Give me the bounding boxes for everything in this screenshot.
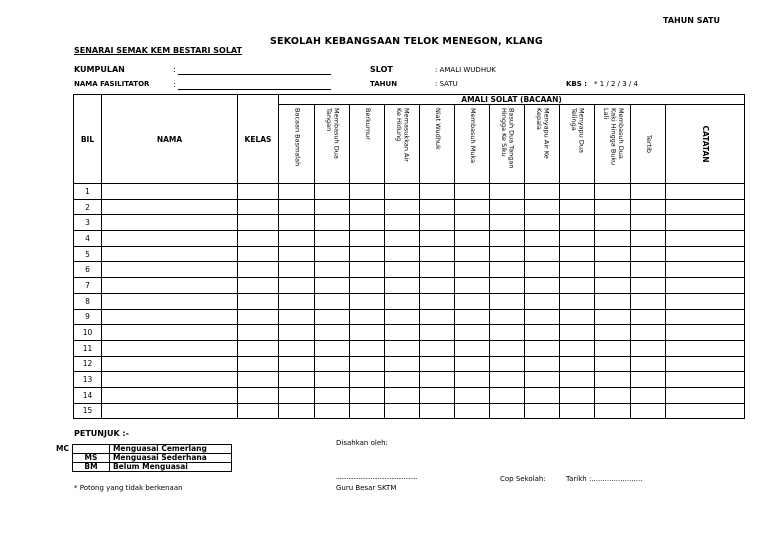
name-cell[interactable] <box>102 372 238 388</box>
check-cell[interactable] <box>455 403 490 419</box>
check-cell[interactable] <box>385 340 420 356</box>
check-cell[interactable] <box>315 325 350 341</box>
step-header-cell <box>315 105 350 184</box>
check-cell[interactable] <box>455 246 490 262</box>
check-cell[interactable] <box>595 372 631 388</box>
check-cell[interactable] <box>350 309 385 325</box>
kelas-cell[interactable] <box>238 231 279 247</box>
step-label: Membasuh Dua Kaki Hingga Buku Lali <box>601 108 625 166</box>
check-cell[interactable] <box>315 184 350 200</box>
name-cell[interactable] <box>102 231 238 247</box>
check-cell[interactable] <box>490 278 525 294</box>
step-header-cell <box>455 105 490 184</box>
check-cell[interactable] <box>315 199 350 215</box>
disahkan-label: Disahkan oleh: <box>336 439 388 447</box>
kelas-cell[interactable] <box>238 403 279 419</box>
row-number: 3 <box>74 215 102 231</box>
table-row <box>74 278 745 294</box>
name-cell[interactable] <box>102 278 238 294</box>
check-cell[interactable] <box>595 262 631 278</box>
check-cell[interactable] <box>350 372 385 388</box>
check-cell[interactable] <box>490 231 525 247</box>
check-cell[interactable] <box>455 293 490 309</box>
check-cell[interactable] <box>595 356 631 372</box>
step-header-cell <box>525 105 560 184</box>
step-header-cell <box>631 105 666 184</box>
step-header-cell <box>279 105 315 184</box>
check-cell[interactable] <box>525 231 560 247</box>
step-header-cell <box>595 105 631 184</box>
check-cell[interactable] <box>595 199 631 215</box>
checklist-table <box>73 94 745 419</box>
check-cell[interactable] <box>420 215 455 231</box>
check-cell[interactable] <box>279 387 315 403</box>
check-cell[interactable] <box>560 262 595 278</box>
legend-desc: Menguasai Cemerlang <box>109 445 231 454</box>
check-cell[interactable] <box>595 309 631 325</box>
table-row <box>74 356 745 372</box>
check-cell[interactable] <box>525 278 560 294</box>
check-cell[interactable] <box>560 356 595 372</box>
check-cell[interactable] <box>315 340 350 356</box>
tahun-label: TAHUN <box>370 80 398 88</box>
check-cell[interactable] <box>315 372 350 388</box>
name-cell[interactable] <box>102 199 238 215</box>
table-row <box>74 293 745 309</box>
row-number: 6 <box>74 262 102 278</box>
check-cell[interactable] <box>490 262 525 278</box>
kelas-cell[interactable] <box>238 184 279 200</box>
form-title: SENARAI SEMAK KEM BESTARI SOLAT <box>74 46 242 55</box>
legend-code: MC <box>56 444 69 453</box>
catatan-cell[interactable] <box>666 356 745 372</box>
check-cell[interactable] <box>490 184 525 200</box>
check-cell[interactable] <box>631 199 666 215</box>
check-cell[interactable] <box>315 309 350 325</box>
cop-sekolah-label: Cop Sekolah: <box>500 475 546 483</box>
check-cell[interactable] <box>631 387 666 403</box>
row-number: 4 <box>74 231 102 247</box>
check-cell[interactable] <box>595 246 631 262</box>
check-cell[interactable] <box>631 403 666 419</box>
table-row <box>74 325 745 341</box>
check-cell[interactable] <box>525 309 560 325</box>
catatan-cell[interactable] <box>666 262 745 278</box>
check-cell[interactable] <box>385 403 420 419</box>
check-cell[interactable] <box>315 356 350 372</box>
step-label: Membasuh Dua Tangan <box>325 108 341 159</box>
legend-code: MS <box>72 454 109 463</box>
table-row <box>74 372 745 388</box>
tarikh-label: Tarikh :....................... <box>566 475 643 483</box>
check-cell[interactable] <box>279 340 315 356</box>
check-cell[interactable] <box>595 387 631 403</box>
note-text: * Potong yang tidak berkenaan <box>74 484 183 492</box>
check-cell[interactable] <box>631 215 666 231</box>
row-number: 13 <box>74 372 102 388</box>
check-cell[interactable] <box>631 372 666 388</box>
check-cell[interactable] <box>279 356 315 372</box>
check-cell[interactable] <box>315 246 350 262</box>
check-cell[interactable] <box>350 199 385 215</box>
check-cell[interactable] <box>560 293 595 309</box>
row-number: 14 <box>74 387 102 403</box>
check-cell[interactable] <box>595 325 631 341</box>
fasilitator-label: NAMA FASILITATOR <box>74 80 150 88</box>
check-cell[interactable] <box>455 199 490 215</box>
check-cell[interactable] <box>279 262 315 278</box>
check-cell[interactable] <box>420 184 455 200</box>
check-cell[interactable] <box>315 403 350 419</box>
check-cell[interactable] <box>385 309 420 325</box>
step-label: Membasuh Muka <box>468 108 477 164</box>
check-cell[interactable] <box>279 184 315 200</box>
kelas-cell[interactable] <box>238 325 279 341</box>
check-cell[interactable] <box>631 340 666 356</box>
check-cell[interactable] <box>490 309 525 325</box>
kumpulan-colon: : <box>173 65 176 74</box>
kbs-value: * 1 / 2 / 3 / 4 <box>594 80 638 88</box>
check-cell[interactable] <box>420 340 455 356</box>
check-cell[interactable] <box>455 231 490 247</box>
check-cell[interactable] <box>560 231 595 247</box>
kelas-cell[interactable] <box>238 372 279 388</box>
check-cell[interactable] <box>455 340 490 356</box>
check-cell[interactable] <box>315 231 350 247</box>
check-cell[interactable] <box>525 215 560 231</box>
check-cell[interactable] <box>525 246 560 262</box>
check-cell[interactable] <box>385 199 420 215</box>
check-cell[interactable] <box>350 387 385 403</box>
check-cell[interactable] <box>490 293 525 309</box>
check-cell[interactable] <box>385 325 420 341</box>
check-cell[interactable] <box>560 215 595 231</box>
step-label: Bacaan Basmalah <box>293 108 302 167</box>
check-cell[interactable] <box>385 246 420 262</box>
school-title: SEKOLAH KEBANGSAAN TELOK MENEGON, KLANG <box>270 36 543 47</box>
catatan-header <box>666 105 745 184</box>
tahun-value: : SATU <box>435 80 458 88</box>
catatan-cell[interactable] <box>666 278 745 294</box>
check-cell[interactable] <box>560 184 595 200</box>
kumpulan-label: KUMPULAN <box>74 65 125 74</box>
step-header-cell <box>350 105 385 184</box>
check-cell[interactable] <box>490 372 525 388</box>
name-cell[interactable] <box>102 309 238 325</box>
check-cell[interactable] <box>455 262 490 278</box>
check-cell[interactable] <box>350 184 385 200</box>
check-cell[interactable] <box>279 215 315 231</box>
check-cell[interactable] <box>350 278 385 294</box>
check-cell[interactable] <box>560 325 595 341</box>
step-label: Menyapu Air Ke Kepala <box>535 108 551 159</box>
check-cell[interactable] <box>385 293 420 309</box>
legend-code: BM <box>72 463 109 472</box>
table-row <box>74 199 745 215</box>
check-cell[interactable] <box>420 231 455 247</box>
check-cell[interactable] <box>279 246 315 262</box>
legend-table <box>53 444 232 472</box>
check-cell[interactable] <box>560 372 595 388</box>
check-cell[interactable] <box>560 340 595 356</box>
name-cell[interactable] <box>102 403 238 419</box>
row-number: 5 <box>74 246 102 262</box>
check-cell[interactable] <box>560 199 595 215</box>
catatan-cell[interactable] <box>666 403 745 419</box>
name-cell[interactable] <box>102 356 238 372</box>
step-label: Berkumur <box>363 108 372 140</box>
check-cell[interactable] <box>385 356 420 372</box>
check-cell[interactable] <box>490 403 525 419</box>
name-cell[interactable] <box>102 340 238 356</box>
catatan-cell[interactable] <box>666 215 745 231</box>
row-number: 1 <box>74 184 102 200</box>
check-cell[interactable] <box>525 403 560 419</box>
check-cell[interactable] <box>455 278 490 294</box>
check-cell[interactable] <box>455 387 490 403</box>
check-cell[interactable] <box>279 403 315 419</box>
catatan-cell[interactable] <box>666 184 745 200</box>
check-cell[interactable] <box>420 387 455 403</box>
check-cell[interactable] <box>525 184 560 200</box>
petunjuk-label: PETUNJUK :- <box>74 429 129 438</box>
col-bil-header: BIL <box>74 95 102 184</box>
name-cell[interactable] <box>102 215 238 231</box>
check-cell[interactable] <box>315 262 350 278</box>
check-cell[interactable] <box>490 246 525 262</box>
check-cell[interactable] <box>279 372 315 388</box>
check-cell[interactable] <box>631 246 666 262</box>
table-row <box>74 246 745 262</box>
check-cell[interactable] <box>595 278 631 294</box>
check-cell[interactable] <box>420 356 455 372</box>
check-cell[interactable] <box>420 199 455 215</box>
catatan-cell[interactable] <box>666 231 745 247</box>
row-number: 10 <box>74 325 102 341</box>
check-cell[interactable] <box>350 246 385 262</box>
check-cell[interactable] <box>490 340 525 356</box>
check-cell[interactable] <box>455 325 490 341</box>
check-cell[interactable] <box>631 356 666 372</box>
catatan-cell[interactable] <box>666 325 745 341</box>
check-cell[interactable] <box>595 184 631 200</box>
step-label: Basuh Dua Tangan Hingga Ke Siku <box>500 108 516 169</box>
row-number: 11 <box>74 340 102 356</box>
step-label: Menyapu Dua Telinga <box>570 108 586 153</box>
table-row <box>74 215 745 231</box>
catatan-cell[interactable] <box>666 340 745 356</box>
check-cell[interactable] <box>350 356 385 372</box>
name-cell[interactable] <box>102 387 238 403</box>
check-cell[interactable] <box>350 403 385 419</box>
check-cell[interactable] <box>631 325 666 341</box>
kelas-cell[interactable] <box>238 262 279 278</box>
check-cell[interactable] <box>525 262 560 278</box>
check-cell[interactable] <box>490 199 525 215</box>
check-cell[interactable] <box>631 278 666 294</box>
check-cell[interactable] <box>315 387 350 403</box>
name-cell[interactable] <box>102 262 238 278</box>
check-cell[interactable] <box>631 262 666 278</box>
catatan-label: CATATAN <box>700 125 710 163</box>
check-cell[interactable] <box>525 340 560 356</box>
check-cell[interactable] <box>455 215 490 231</box>
kelas-cell[interactable] <box>238 293 279 309</box>
signature-dots: ............................................... <box>336 473 418 481</box>
check-cell[interactable] <box>350 215 385 231</box>
year-label: TAHUN SATU <box>663 16 720 25</box>
check-cell[interactable] <box>385 372 420 388</box>
fasilitator-blank-line <box>178 89 331 90</box>
check-cell[interactable] <box>490 215 525 231</box>
check-cell[interactable] <box>631 293 666 309</box>
check-cell[interactable] <box>385 231 420 247</box>
catatan-cell[interactable] <box>666 293 745 309</box>
check-cell[interactable] <box>490 387 525 403</box>
check-cell[interactable] <box>595 293 631 309</box>
check-cell[interactable] <box>350 231 385 247</box>
check-cell[interactable] <box>315 278 350 294</box>
check-cell[interactable] <box>490 325 525 341</box>
check-cell[interactable] <box>420 309 455 325</box>
table-row <box>74 184 745 200</box>
kelas-cell[interactable] <box>238 215 279 231</box>
legend-desc: Belum Menguasai <box>109 463 231 472</box>
check-cell[interactable] <box>279 231 315 247</box>
step-label: Memasukkan Air Ke Hidung <box>395 108 411 162</box>
check-cell[interactable] <box>525 356 560 372</box>
col-kelas-header: KELAS <box>238 95 279 184</box>
check-cell[interactable] <box>455 184 490 200</box>
check-cell[interactable] <box>420 325 455 341</box>
kumpulan-blank-line <box>178 74 331 75</box>
kelas-cell[interactable] <box>238 387 279 403</box>
check-cell[interactable] <box>385 387 420 403</box>
step-header-cell <box>490 105 525 184</box>
kelas-cell[interactable] <box>238 246 279 262</box>
catatan-cell[interactable] <box>666 246 745 262</box>
kelas-cell[interactable] <box>238 278 279 294</box>
check-cell[interactable] <box>350 325 385 341</box>
step-label: Niat Wudhuk <box>433 108 442 150</box>
legend-row <box>53 463 231 472</box>
step-label: Tertib <box>644 134 653 154</box>
check-cell[interactable] <box>560 387 595 403</box>
check-cell[interactable] <box>631 231 666 247</box>
check-cell[interactable] <box>279 278 315 294</box>
step-header-cell <box>385 105 420 184</box>
catatan-cell[interactable] <box>666 372 745 388</box>
check-cell[interactable] <box>631 184 666 200</box>
check-cell[interactable] <box>279 199 315 215</box>
table-row <box>74 403 745 419</box>
table-row <box>74 309 745 325</box>
guru-besar-label: Guru Besar SKTM <box>336 484 397 492</box>
check-cell[interactable] <box>350 262 385 278</box>
check-cell[interactable] <box>560 278 595 294</box>
check-cell[interactable] <box>420 293 455 309</box>
check-cell[interactable] <box>455 372 490 388</box>
check-cell[interactable] <box>455 356 490 372</box>
check-cell[interactable] <box>595 215 631 231</box>
check-cell[interactable] <box>525 199 560 215</box>
check-cell[interactable] <box>420 403 455 419</box>
col-nama-header: NAMA <box>102 95 238 184</box>
check-cell[interactable] <box>350 340 385 356</box>
check-cell[interactable] <box>385 215 420 231</box>
kelas-cell[interactable] <box>238 356 279 372</box>
check-cell[interactable] <box>560 309 595 325</box>
check-cell[interactable] <box>490 356 525 372</box>
check-cell[interactable] <box>350 293 385 309</box>
catatan-cell[interactable] <box>666 309 745 325</box>
check-cell[interactable] <box>631 309 666 325</box>
name-cell[interactable] <box>102 246 238 262</box>
check-cell[interactable] <box>420 372 455 388</box>
table-row <box>74 231 745 247</box>
legend-desc: Menguasai Sederhana <box>109 454 231 463</box>
check-cell[interactable] <box>279 309 315 325</box>
check-cell[interactable] <box>385 184 420 200</box>
check-cell[interactable] <box>455 309 490 325</box>
check-cell[interactable] <box>420 246 455 262</box>
check-cell[interactable] <box>315 215 350 231</box>
kelas-cell[interactable] <box>238 309 279 325</box>
check-cell[interactable] <box>525 387 560 403</box>
check-cell[interactable] <box>525 325 560 341</box>
check-cell[interactable] <box>279 293 315 309</box>
kelas-cell[interactable] <box>238 199 279 215</box>
check-cell[interactable] <box>560 246 595 262</box>
check-cell[interactable] <box>595 403 631 419</box>
check-cell[interactable] <box>525 293 560 309</box>
name-cell[interactable] <box>102 325 238 341</box>
row-number: 9 <box>74 309 102 325</box>
catatan-cell[interactable] <box>666 199 745 215</box>
check-cell[interactable] <box>420 278 455 294</box>
name-cell[interactable] <box>102 293 238 309</box>
check-cell[interactable] <box>315 293 350 309</box>
step-header-cell <box>420 105 455 184</box>
kbs-label: KBS : <box>566 80 588 88</box>
name-cell[interactable] <box>102 184 238 200</box>
kelas-cell[interactable] <box>238 340 279 356</box>
step-header-cell <box>560 105 595 184</box>
table-row <box>74 387 745 403</box>
check-cell[interactable] <box>385 262 420 278</box>
slot-value: : AMALI WUDHUK <box>435 66 496 74</box>
check-cell[interactable] <box>385 278 420 294</box>
check-cell[interactable] <box>595 231 631 247</box>
check-cell[interactable] <box>279 325 315 341</box>
check-cell[interactable] <box>420 262 455 278</box>
amali-solat-group-header: AMALI SOLAT (BACAAN) <box>279 95 745 105</box>
check-cell[interactable] <box>595 340 631 356</box>
table-row <box>74 340 745 356</box>
row-number: 8 <box>74 293 102 309</box>
table-row <box>74 262 745 278</box>
catatan-cell[interactable] <box>666 387 745 403</box>
check-cell[interactable] <box>560 403 595 419</box>
row-number: 7 <box>74 278 102 294</box>
fasilitator-colon: : <box>173 80 176 89</box>
row-number: 2 <box>74 199 102 215</box>
slot-label: SLOT <box>370 65 393 74</box>
row-number: 15 <box>74 403 102 419</box>
check-cell[interactable] <box>525 372 560 388</box>
row-number: 12 <box>74 356 102 372</box>
